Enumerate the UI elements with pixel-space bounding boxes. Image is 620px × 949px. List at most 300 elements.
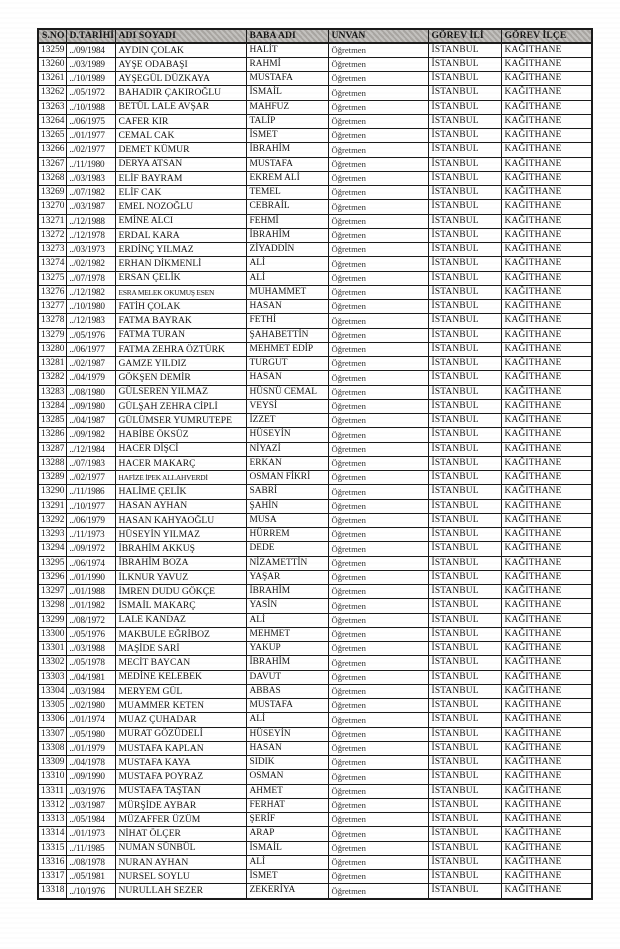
cell-dtarihi: ../11/1986	[66, 485, 115, 499]
cell-adi_soyadi: NURULLAH SEZER	[115, 884, 246, 899]
cell-adi_soyadi: GÜLŞAH ZEHRA CİPLİ	[115, 399, 246, 413]
cell-gorev_ilce: KAĞITHANE	[501, 399, 592, 413]
cell-gorev_ili: İSTANBUL	[428, 243, 501, 257]
cell-gorev_ilce: KAĞITHANE	[501, 57, 592, 71]
cell-gorev_ili: İSTANBUL	[428, 699, 501, 713]
cell-gorev_ilce: KAĞITHANE	[501, 528, 592, 542]
cell-gorev_ilce: KAĞITHANE	[501, 613, 592, 627]
cell-dtarihi: ../02/1987	[66, 357, 115, 371]
cell-sno: 13314	[38, 827, 66, 841]
cell-adi_soyadi: MUSTAFA KAPLAN	[115, 741, 246, 755]
cell-gorev_ilce: KAĞITHANE	[501, 328, 592, 342]
cell-unvan: Öğretmen	[328, 442, 428, 456]
cell-baba_adi: HASAN	[246, 741, 328, 755]
cell-baba_adi: MUHAMMET	[246, 285, 328, 299]
cell-baba_adi: İSMAİL	[246, 86, 328, 100]
cell-dtarihi: ../01/1973	[66, 827, 115, 841]
cell-adi_soyadi: MUAZ ÇUHADAR	[115, 713, 246, 727]
cell-unvan: Öğretmen	[328, 300, 428, 314]
cell-unvan: Öğretmen	[328, 542, 428, 556]
cell-unvan: Öğretmen	[328, 599, 428, 613]
cell-unvan: Öğretmen	[328, 627, 428, 641]
cell-gorev_ili: İSTANBUL	[428, 528, 501, 542]
table-row	[38, 328, 592, 342]
cell-sno: 13301	[38, 642, 66, 656]
cell-unvan: Öğretmen	[328, 556, 428, 570]
cell-dtarihi: ../09/1972	[66, 542, 115, 556]
cell-gorev_ili: İSTANBUL	[428, 428, 501, 442]
cell-gorev_ili: İSTANBUL	[428, 770, 501, 784]
cell-sno: 13261	[38, 72, 66, 86]
cell-gorev_ili: İSTANBUL	[428, 784, 501, 798]
table-row	[38, 214, 592, 228]
cell-unvan: Öğretmen	[328, 328, 428, 342]
cell-unvan: Öğretmen	[328, 784, 428, 798]
cell-sno: 13274	[38, 257, 66, 271]
cell-sno: 13315	[38, 841, 66, 855]
table-row	[38, 741, 592, 755]
cell-sno: 13292	[38, 513, 66, 527]
cell-gorev_ili: İSTANBUL	[428, 599, 501, 613]
cell-sno: 13290	[38, 485, 66, 499]
cell-baba_adi: İBRAHİM	[246, 143, 328, 157]
cell-sno: 13312	[38, 798, 66, 812]
cell-dtarihi: ../12/1978	[66, 228, 115, 242]
cell-unvan: Öğretmen	[328, 485, 428, 499]
cell-gorev_ilce: KAĞITHANE	[501, 285, 592, 299]
cell-dtarihi: ../02/1982	[66, 257, 115, 271]
cell-sno: 13270	[38, 200, 66, 214]
cell-unvan: Öğretmen	[328, 129, 428, 143]
cell-sno: 13298	[38, 599, 66, 613]
cell-gorev_ili: İSTANBUL	[428, 200, 501, 214]
cell-gorev_ili: İSTANBUL	[428, 442, 501, 456]
table-row	[38, 542, 592, 556]
cell-unvan: Öğretmen	[328, 471, 428, 485]
cell-baba_adi: HÜRREM	[246, 528, 328, 542]
cell-dtarihi: ../06/1977	[66, 342, 115, 356]
cell-unvan: Öğretmen	[328, 428, 428, 442]
cell-unvan: Öğretmen	[328, 884, 428, 899]
cell-sno: 13306	[38, 713, 66, 727]
cell-gorev_ili: İSTANBUL	[428, 399, 501, 413]
cell-gorev_ili: İSTANBUL	[428, 357, 501, 371]
cell-adi_soyadi: NURSEL SOYLU	[115, 870, 246, 884]
cell-sno: 13316	[38, 855, 66, 869]
cell-sno: 13297	[38, 585, 66, 599]
cell-gorev_ilce: KAĞITHANE	[501, 371, 592, 385]
cell-baba_adi: ALİ	[246, 713, 328, 727]
cell-gorev_ilce: KAĞITHANE	[501, 186, 592, 200]
cell-gorev_ili: İSTANBUL	[428, 385, 501, 399]
cell-gorev_ili: İSTANBUL	[428, 741, 501, 755]
cell-baba_adi: ŞERİF	[246, 813, 328, 827]
cell-dtarihi: ../11/1980	[66, 157, 115, 171]
cell-gorev_ilce: KAĞITHANE	[501, 243, 592, 257]
cell-dtarihi: ../05/1976	[66, 328, 115, 342]
cell-dtarihi: ../03/1984	[66, 684, 115, 698]
table-row	[38, 100, 592, 114]
cell-unvan: Öğretmen	[328, 43, 428, 57]
table-row	[38, 784, 592, 798]
cell-gorev_ili: İSTANBUL	[428, 342, 501, 356]
cell-gorev_ili: İSTANBUL	[428, 314, 501, 328]
cell-dtarihi: ../03/1987	[66, 200, 115, 214]
cell-adi_soyadi: AYDIN ÇOLAK	[115, 43, 246, 57]
cell-dtarihi: ../08/1972	[66, 613, 115, 627]
cell-unvan: Öğretmen	[328, 813, 428, 827]
cell-baba_adi: İBRAHİM	[246, 228, 328, 242]
cell-gorev_ilce: KAĞITHANE	[501, 300, 592, 314]
cell-dtarihi: ../09/1980	[66, 399, 115, 413]
cell-sno: 13287	[38, 442, 66, 456]
cell-unvan: Öğretmen	[328, 157, 428, 171]
cell-gorev_ilce: KAĞITHANE	[501, 471, 592, 485]
cell-baba_adi: ZİYADDİN	[246, 243, 328, 257]
cell-sno: 13289	[38, 471, 66, 485]
table-row	[38, 86, 592, 100]
table-row	[38, 513, 592, 527]
cell-sno: 13284	[38, 399, 66, 413]
cell-sno: 13294	[38, 542, 66, 556]
table-row	[38, 642, 592, 656]
cell-dtarihi: ../02/1980	[66, 699, 115, 713]
cell-gorev_ilce: KAĞITHANE	[501, 656, 592, 670]
cell-sno: 13265	[38, 129, 66, 143]
cell-sno: 13304	[38, 684, 66, 698]
column-header-unvan: UNVAN	[328, 29, 428, 43]
cell-adi_soyadi: MURAT GÖZÜDELİ	[115, 727, 246, 741]
cell-gorev_ili: İSTANBUL	[428, 371, 501, 385]
cell-sno: 13318	[38, 884, 66, 899]
cell-gorev_ili: İSTANBUL	[428, 471, 501, 485]
column-header-gorev_ili: GÖREV İLİ	[428, 29, 501, 43]
table-row	[38, 613, 592, 627]
cell-unvan: Öğretmen	[328, 870, 428, 884]
cell-gorev_ili: İSTANBUL	[428, 186, 501, 200]
cell-dtarihi: ../10/1988	[66, 100, 115, 114]
cell-baba_adi: YAKUP	[246, 642, 328, 656]
cell-baba_adi: MAHFUZ	[246, 100, 328, 114]
cell-adi_soyadi: İLKNUR YAVUZ	[115, 570, 246, 584]
cell-baba_adi: HÜSEYİN	[246, 428, 328, 442]
cell-gorev_ili: İSTANBUL	[428, 257, 501, 271]
cell-sno: 13262	[38, 86, 66, 100]
cell-baba_adi: İBRAHİM	[246, 585, 328, 599]
cell-dtarihi: ../07/1982	[66, 186, 115, 200]
cell-gorev_ili: İSTANBUL	[428, 870, 501, 884]
table-row	[38, 570, 592, 584]
cell-gorev_ili: İSTANBUL	[428, 43, 501, 57]
cell-sno: 13288	[38, 456, 66, 470]
cell-gorev_ili: İSTANBUL	[428, 285, 501, 299]
cell-dtarihi: ../12/1988	[66, 214, 115, 228]
cell-sno: 13295	[38, 556, 66, 570]
table-row	[38, 114, 592, 128]
cell-baba_adi: FETHİ	[246, 314, 328, 328]
cell-gorev_ili: İSTANBUL	[428, 300, 501, 314]
cell-dtarihi: ../05/1981	[66, 870, 115, 884]
cell-adi_soyadi: GÖKŞEN DEMİR	[115, 371, 246, 385]
cell-sno: 13276	[38, 285, 66, 299]
cell-baba_adi: HÜSNÜ CEMAL	[246, 385, 328, 399]
cell-baba_adi: MUSTAFA	[246, 72, 328, 86]
cell-unvan: Öğretmen	[328, 257, 428, 271]
table-row	[38, 855, 592, 869]
table-row	[38, 243, 592, 257]
cell-baba_adi: ŞAHİN	[246, 499, 328, 513]
cell-dtarihi: ../10/1989	[66, 72, 115, 86]
cell-sno: 13280	[38, 342, 66, 356]
table-header	[38, 29, 592, 43]
cell-gorev_ilce: KAĞITHANE	[501, 699, 592, 713]
cell-baba_adi: DEDE	[246, 542, 328, 556]
cell-gorev_ilce: KAĞITHANE	[501, 414, 592, 428]
cell-unvan: Öğretmen	[328, 214, 428, 228]
cell-adi_soyadi: FATMA BAYRAK	[115, 314, 246, 328]
cell-gorev_ili: İSTANBUL	[428, 72, 501, 86]
cell-baba_adi: ŞAHABETTİN	[246, 328, 328, 342]
cell-unvan: Öğretmen	[328, 385, 428, 399]
table-row	[38, 285, 592, 299]
cell-gorev_ilce: KAĞITHANE	[501, 542, 592, 556]
table-row	[38, 428, 592, 442]
cell-gorev_ili: İSTANBUL	[428, 656, 501, 670]
cell-sno: 13271	[38, 214, 66, 228]
table-row	[38, 385, 592, 399]
cell-gorev_ilce: KAĞITHANE	[501, 157, 592, 171]
cell-baba_adi: SIDIK	[246, 756, 328, 770]
cell-gorev_ilce: KAĞITHANE	[501, 713, 592, 727]
cell-gorev_ili: İSTANBUL	[428, 841, 501, 855]
cell-unvan: Öğretmen	[328, 741, 428, 755]
cell-gorev_ilce: KAĞITHANE	[501, 784, 592, 798]
cell-baba_adi: TALİP	[246, 114, 328, 128]
cell-gorev_ili: İSTANBUL	[428, 271, 501, 285]
cell-unvan: Öğretmen	[328, 72, 428, 86]
cell-dtarihi: ../05/1978	[66, 656, 115, 670]
table-row	[38, 756, 592, 770]
cell-gorev_ili: İSTANBUL	[428, 228, 501, 242]
cell-gorev_ilce: KAĞITHANE	[501, 884, 592, 899]
cell-sno: 13268	[38, 171, 66, 185]
cell-adi_soyadi: FATMA ZEHRA ÖZTÜRK	[115, 342, 246, 356]
table-row	[38, 228, 592, 242]
cell-baba_adi: İSMET	[246, 870, 328, 884]
cell-adi_soyadi: İBRAHİM AKKUŞ	[115, 542, 246, 556]
table-row	[38, 627, 592, 641]
cell-adi_soyadi: HAFİZE İPEK ALLAHVERDİ	[115, 471, 246, 485]
cell-dtarihi: ../10/1977	[66, 499, 115, 513]
cell-gorev_ilce: KAĞITHANE	[501, 770, 592, 784]
cell-adi_soyadi: İMREN DUDU GÖKÇE	[115, 585, 246, 599]
table-row	[38, 699, 592, 713]
cell-baba_adi: NİZAMETTİN	[246, 556, 328, 570]
cell-adi_soyadi: HABİBE ÖKSÜZ	[115, 428, 246, 442]
cell-sno: 13293	[38, 528, 66, 542]
cell-adi_soyadi: MÜRŞİDE AYBAR	[115, 798, 246, 812]
cell-gorev_ili: İSTANBUL	[428, 585, 501, 599]
table-row	[38, 129, 592, 143]
cell-baba_adi: MUSA	[246, 513, 328, 527]
cell-baba_adi: HÜSEYİN	[246, 727, 328, 741]
cell-gorev_ilce: KAĞITHANE	[501, 214, 592, 228]
cell-adi_soyadi: MECİT BAYCAN	[115, 656, 246, 670]
column-header-adi_soyadi: ADI SOYADI	[115, 29, 246, 43]
cell-dtarihi: ../10/1980	[66, 300, 115, 314]
cell-sno: 13311	[38, 784, 66, 798]
cell-baba_adi: VEYSİ	[246, 399, 328, 413]
table-row	[38, 414, 592, 428]
cell-dtarihi: ../08/1978	[66, 855, 115, 869]
cell-sno: 13259	[38, 43, 66, 57]
cell-adi_soyadi: MUSTAFA POYRAZ	[115, 770, 246, 784]
cell-gorev_ilce: KAĞITHANE	[501, 827, 592, 841]
cell-baba_adi: DAVUT	[246, 670, 328, 684]
cell-adi_soyadi: İBRAHİM BOZA	[115, 556, 246, 570]
cell-sno: 13303	[38, 670, 66, 684]
cell-adi_soyadi: FATİH ÇOLAK	[115, 300, 246, 314]
cell-adi_soyadi: ERDİNÇ YILMAZ	[115, 243, 246, 257]
column-header-baba_adi: BABA ADI	[246, 29, 328, 43]
cell-adi_soyadi: MAŞİDE SARİ	[115, 642, 246, 656]
cell-baba_adi: TURGUT	[246, 357, 328, 371]
cell-gorev_ilce: KAĞITHANE	[501, 599, 592, 613]
cell-baba_adi: FERHAT	[246, 798, 328, 812]
cell-unvan: Öğretmen	[328, 613, 428, 627]
cell-gorev_ilce: KAĞITHANE	[501, 72, 592, 86]
cell-gorev_ili: İSTANBUL	[428, 513, 501, 527]
table-row	[38, 314, 592, 328]
table-row	[38, 656, 592, 670]
cell-gorev_ilce: KAĞITHANE	[501, 627, 592, 641]
cell-unvan: Öğretmen	[328, 399, 428, 413]
table-row	[38, 171, 592, 185]
cell-adi_soyadi: MÜZAFFER ÜZÜM	[115, 813, 246, 827]
cell-gorev_ili: İSTANBUL	[428, 613, 501, 627]
cell-gorev_ili: İSTANBUL	[428, 171, 501, 185]
cell-sno: 13302	[38, 656, 66, 670]
table-row	[38, 257, 592, 271]
cell-dtarihi: ../05/1984	[66, 813, 115, 827]
cell-unvan: Öğretmen	[328, 727, 428, 741]
personnel-roster	[37, 28, 591, 900]
cell-adi_soyadi: ELİF CAK	[115, 186, 246, 200]
cell-unvan: Öğretmen	[328, 271, 428, 285]
cell-gorev_ilce: KAĞITHANE	[501, 314, 592, 328]
cell-sno: 13286	[38, 428, 66, 442]
cell-gorev_ili: İSTANBUL	[428, 855, 501, 869]
table-row	[38, 442, 592, 456]
cell-adi_soyadi: BETÜL LALE AVŞAR	[115, 100, 246, 114]
cell-sno: 13309	[38, 756, 66, 770]
cell-adi_soyadi: MUSTAFA KAYA	[115, 756, 246, 770]
cell-adi_soyadi: BAHADIR ÇAKIROĞLU	[115, 86, 246, 100]
cell-unvan: Öğretmen	[328, 841, 428, 855]
table-row	[38, 670, 592, 684]
cell-gorev_ilce: KAĞITHANE	[501, 855, 592, 869]
cell-dtarihi: ../05/1976	[66, 627, 115, 641]
cell-gorev_ilce: KAĞITHANE	[501, 585, 592, 599]
table-row	[38, 143, 592, 157]
table-row	[38, 57, 592, 71]
cell-sno: 13308	[38, 741, 66, 755]
cell-adi_soyadi: LALE KANDAZ	[115, 613, 246, 627]
cell-gorev_ilce: KAĞITHANE	[501, 143, 592, 157]
cell-gorev_ili: İSTANBUL	[428, 86, 501, 100]
table-row	[38, 271, 592, 285]
cell-gorev_ili: İSTANBUL	[428, 756, 501, 770]
table-row	[38, 727, 592, 741]
cell-unvan: Öğretmen	[328, 699, 428, 713]
cell-sno: 13269	[38, 186, 66, 200]
cell-adi_soyadi: FATMA TURAN	[115, 328, 246, 342]
cell-gorev_ilce: KAĞITHANE	[501, 442, 592, 456]
cell-unvan: Öğretmen	[328, 656, 428, 670]
cell-adi_soyadi: NURAN AYHAN	[115, 855, 246, 869]
cell-sno: 13285	[38, 414, 66, 428]
cell-gorev_ili: İSTANBUL	[428, 884, 501, 899]
cell-baba_adi: MEHMET	[246, 627, 328, 641]
cell-gorev_ilce: KAĞITHANE	[501, 271, 592, 285]
cell-unvan: Öğretmen	[328, 642, 428, 656]
cell-sno: 13260	[38, 57, 66, 71]
cell-dtarihi: ../11/1985	[66, 841, 115, 855]
column-header-dtarihi: D.TARİHİ	[66, 29, 115, 43]
cell-unvan: Öğretmen	[328, 200, 428, 214]
cell-adi_soyadi: AYŞEGÜL DÜZKAYA	[115, 72, 246, 86]
cell-dtarihi: ../06/1975	[66, 114, 115, 128]
cell-adi_soyadi: HASAN AYHAN	[115, 499, 246, 513]
table-row	[38, 770, 592, 784]
cell-unvan: Öğretmen	[328, 114, 428, 128]
cell-gorev_ili: İSTANBUL	[428, 570, 501, 584]
cell-gorev_ilce: KAĞITHANE	[501, 485, 592, 499]
cell-baba_adi: ALİ	[246, 613, 328, 627]
cell-gorev_ili: İSTANBUL	[428, 114, 501, 128]
cell-sno: 13263	[38, 100, 66, 114]
cell-dtarihi: ../04/1978	[66, 756, 115, 770]
cell-sno: 13313	[38, 813, 66, 827]
table-row	[38, 186, 592, 200]
cell-baba_adi: YAŞAR	[246, 570, 328, 584]
cell-unvan: Öğretmen	[328, 371, 428, 385]
cell-adi_soyadi: MUAMMER KETEN	[115, 699, 246, 713]
table-row	[38, 884, 592, 899]
cell-dtarihi: ../07/1983	[66, 456, 115, 470]
cell-unvan: Öğretmen	[328, 100, 428, 114]
table-body	[38, 43, 592, 899]
cell-gorev_ili: İSTANBUL	[428, 485, 501, 499]
cell-unvan: Öğretmen	[328, 855, 428, 869]
cell-baba_adi: HASAN	[246, 300, 328, 314]
cell-gorev_ilce: KAĞITHANE	[501, 257, 592, 271]
cell-baba_adi: ERKAN	[246, 456, 328, 470]
cell-adi_soyadi: MUSTAFA TAŞTAN	[115, 784, 246, 798]
cell-dtarihi: ../01/1977	[66, 129, 115, 143]
cell-adi_soyadi: GÜLÜMSER YUMRUTEPE	[115, 414, 246, 428]
cell-dtarihi: ../01/1982	[66, 599, 115, 613]
cell-baba_adi: İBRAHİM	[246, 656, 328, 670]
table-row	[38, 300, 592, 314]
cell-sno: 13272	[38, 228, 66, 242]
cell-sno: 13278	[38, 314, 66, 328]
cell-unvan: Öğretmen	[328, 414, 428, 428]
cell-unvan: Öğretmen	[328, 86, 428, 100]
table-row	[38, 798, 592, 812]
cell-gorev_ili: İSTANBUL	[428, 798, 501, 812]
cell-baba_adi: HASAN	[246, 371, 328, 385]
